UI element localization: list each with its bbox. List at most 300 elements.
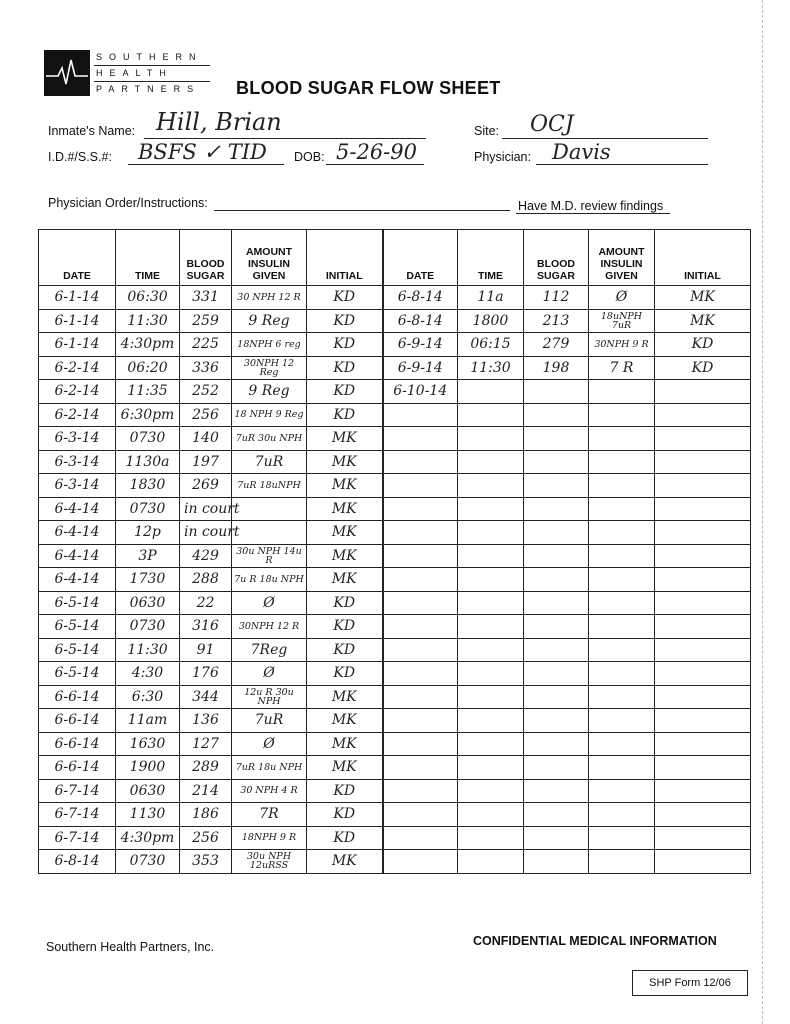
right-insulin-given-cell[interactable] xyxy=(589,544,655,568)
left-insulin-given-cell[interactable]: 12u R 30u NPH xyxy=(232,685,307,709)
right-time-cell[interactable] xyxy=(458,803,524,827)
dob-line xyxy=(326,164,424,165)
left-initial-cell[interactable]: KD xyxy=(307,309,383,333)
table-row xyxy=(39,356,751,380)
right-initial-cell[interactable] xyxy=(655,450,751,474)
left-blood-sugar-cell[interactable]: 136 xyxy=(180,709,232,733)
right-blood-sugar-cell[interactable] xyxy=(524,685,589,709)
id-value[interactable]: BSFS ✓ TID xyxy=(138,140,267,164)
header-blood-sugar: BLOOD SUGAR xyxy=(524,230,589,286)
table-row xyxy=(39,403,751,427)
right-initial-cell[interactable] xyxy=(655,521,751,545)
left-insulin-given-cell[interactable]: 30u NPH 14u R xyxy=(232,544,307,568)
right-initial-cell[interactable] xyxy=(655,779,751,803)
right-date-cell[interactable] xyxy=(383,521,458,545)
right-initial-cell[interactable] xyxy=(655,803,751,827)
left-initial-cell[interactable]: KD xyxy=(307,803,383,827)
right-time-cell[interactable]: 06:15 xyxy=(458,333,524,357)
right-time-cell[interactable] xyxy=(458,826,524,850)
right-date-cell[interactable] xyxy=(383,544,458,568)
right-time-cell[interactable] xyxy=(458,497,524,521)
right-insulin-given-cell[interactable]: 7 R xyxy=(589,356,655,380)
left-time-cell[interactable]: 1830 xyxy=(116,474,180,498)
right-blood-sugar-cell[interactable] xyxy=(524,662,589,686)
left-blood-sugar-cell[interactable]: in court xyxy=(180,521,232,545)
left-blood-sugar-cell[interactable]: 22 xyxy=(180,591,232,615)
right-initial-cell[interactable]: MK xyxy=(655,309,751,333)
left-insulin-given-cell[interactable]: 30NPH 12 R xyxy=(232,615,307,639)
right-time-cell[interactable] xyxy=(458,615,524,639)
right-blood-sugar-cell[interactable] xyxy=(524,403,589,427)
left-date-cell[interactable]: 6-3-14 xyxy=(39,474,116,498)
right-date-cell[interactable] xyxy=(383,685,458,709)
left-time-cell[interactable]: 3P xyxy=(116,544,180,568)
right-blood-sugar-cell[interactable] xyxy=(524,427,589,451)
left-initial-cell[interactable]: MK xyxy=(307,709,383,733)
left-initial-cell[interactable]: MK xyxy=(307,850,383,874)
right-initial-cell[interactable]: KD xyxy=(655,356,751,380)
inmate-name-line xyxy=(144,138,426,139)
form-title: BLOOD SUGAR FLOW SHEET xyxy=(236,78,501,98)
table-row xyxy=(39,380,751,404)
left-blood-sugar-cell[interactable]: 91 xyxy=(180,638,232,662)
left-time-cell[interactable]: 6:30pm xyxy=(116,403,180,427)
left-time-cell[interactable]: 4:30 xyxy=(116,662,180,686)
table-row xyxy=(39,638,751,662)
right-date-cell[interactable] xyxy=(383,850,458,874)
right-date-cell[interactable] xyxy=(383,474,458,498)
right-date-cell[interactable] xyxy=(383,615,458,639)
left-date-cell[interactable]: 6-6-14 xyxy=(39,732,116,756)
dob-label: DOB: xyxy=(294,150,325,164)
left-time-cell[interactable]: 11:30 xyxy=(116,638,180,662)
right-blood-sugar-cell[interactable] xyxy=(524,521,589,545)
right-date-cell[interactable] xyxy=(383,427,458,451)
left-insulin-given-cell[interactable]: 30 NPH 4 R xyxy=(232,779,307,803)
header-time: TIME xyxy=(458,230,524,286)
left-time-cell[interactable]: 1730 xyxy=(116,568,180,592)
left-time-cell[interactable]: 0630 xyxy=(116,779,180,803)
table-header-row xyxy=(39,230,751,286)
left-insulin-given-cell[interactable]: 7u R 18u NPH xyxy=(232,568,307,592)
right-date-cell[interactable] xyxy=(383,779,458,803)
left-initial-cell[interactable]: MK xyxy=(307,756,383,780)
right-time-cell[interactable] xyxy=(458,850,524,874)
right-time-cell[interactable] xyxy=(458,521,524,545)
header-blood-sugar: BLOOD SUGAR xyxy=(180,230,232,286)
left-blood-sugar-cell[interactable]: 214 xyxy=(180,779,232,803)
table-row xyxy=(39,427,751,451)
right-initial-cell[interactable] xyxy=(655,380,751,404)
right-insulin-given-cell[interactable]: Ø xyxy=(589,286,655,310)
right-insulin-given-cell[interactable] xyxy=(589,568,655,592)
right-insulin-given-cell[interactable] xyxy=(589,685,655,709)
right-time-cell[interactable] xyxy=(458,544,524,568)
right-insulin-given-cell[interactable] xyxy=(589,709,655,733)
left-blood-sugar-cell[interactable]: 176 xyxy=(180,662,232,686)
right-time-cell[interactable] xyxy=(458,709,524,733)
left-blood-sugar-cell[interactable]: 140 xyxy=(180,427,232,451)
left-insulin-given-cell[interactable]: 30u NPH 12uRSS xyxy=(232,850,307,874)
header-date: DATE xyxy=(383,230,458,286)
logo-text-southern: SOUTHERN xyxy=(94,50,210,66)
left-date-cell[interactable]: 6-4-14 xyxy=(39,497,116,521)
left-time-cell[interactable]: 11:30 xyxy=(116,309,180,333)
right-blood-sugar-cell[interactable] xyxy=(524,474,589,498)
left-time-cell[interactable]: 4:30pm xyxy=(116,826,180,850)
left-insulin-given-cell[interactable]: Ø xyxy=(232,662,307,686)
right-time-cell[interactable] xyxy=(458,779,524,803)
left-time-cell[interactable]: 1130a xyxy=(116,450,180,474)
left-initial-cell[interactable]: MK xyxy=(307,568,383,592)
right-initial-cell[interactable] xyxy=(655,662,751,686)
physician-label: Physician: xyxy=(474,150,531,164)
right-date-cell[interactable] xyxy=(383,568,458,592)
left-insulin-given-cell[interactable]: 9 Reg xyxy=(232,380,307,404)
left-date-cell[interactable]: 6-5-14 xyxy=(39,662,116,686)
left-blood-sugar-cell[interactable]: 344 xyxy=(180,685,232,709)
right-insulin-given-cell[interactable] xyxy=(589,497,655,521)
right-blood-sugar-cell[interactable]: 213 xyxy=(524,309,589,333)
company-logo xyxy=(44,50,212,98)
table-row xyxy=(39,521,751,545)
right-initial-cell[interactable] xyxy=(655,497,751,521)
left-date-cell[interactable]: 6-2-14 xyxy=(39,380,116,404)
left-insulin-given-cell[interactable]: 18NPH 6 reg xyxy=(232,333,307,357)
left-date-cell[interactable]: 6-1-14 xyxy=(39,286,116,310)
right-date-cell[interactable] xyxy=(383,756,458,780)
logo-text-health: HEALTH xyxy=(94,66,210,82)
right-blood-sugar-cell[interactable] xyxy=(524,568,589,592)
right-time-cell[interactable] xyxy=(458,380,524,404)
left-date-cell[interactable]: 6-6-14 xyxy=(39,756,116,780)
right-blood-sugar-cell[interactable] xyxy=(524,779,589,803)
right-time-cell[interactable] xyxy=(458,685,524,709)
physician-value[interactable]: Davis xyxy=(552,140,611,164)
left-insulin-given-cell[interactable]: Ø xyxy=(232,591,307,615)
right-date-cell[interactable]: 6-8-14 xyxy=(383,309,458,333)
left-initial-cell[interactable]: KD xyxy=(307,779,383,803)
right-insulin-given-cell[interactable] xyxy=(589,427,655,451)
left-blood-sugar-cell[interactable]: 225 xyxy=(180,333,232,357)
site-value[interactable]: OCJ xyxy=(530,112,574,137)
right-date-cell[interactable]: 6-8-14 xyxy=(383,286,458,310)
left-initial-cell[interactable]: MK xyxy=(307,427,383,451)
left-time-cell[interactable]: 11am xyxy=(116,709,180,733)
left-date-cell[interactable]: 6-5-14 xyxy=(39,638,116,662)
left-insulin-given-cell[interactable] xyxy=(232,497,307,521)
right-time-cell[interactable] xyxy=(458,568,524,592)
right-initial-cell[interactable]: KD xyxy=(655,333,751,357)
left-initial-cell[interactable]: KD xyxy=(307,638,383,662)
left-insulin-given-cell[interactable]: 7R xyxy=(232,803,307,827)
left-initial-cell[interactable]: MK xyxy=(307,521,383,545)
left-time-cell[interactable]: 4:30pm xyxy=(116,333,180,357)
left-time-cell[interactable]: 0730 xyxy=(116,497,180,521)
right-insulin-given-cell[interactable] xyxy=(589,756,655,780)
left-time-cell[interactable]: 0730 xyxy=(116,427,180,451)
instructions-line xyxy=(214,210,510,211)
left-date-cell[interactable]: 6-3-14 xyxy=(39,427,116,451)
left-time-cell[interactable]: 1130 xyxy=(116,803,180,827)
left-insulin-given-cell[interactable]: 9 Reg xyxy=(232,309,307,333)
right-date-cell[interactable] xyxy=(383,403,458,427)
right-time-cell[interactable]: 1800 xyxy=(458,309,524,333)
left-initial-cell[interactable]: KD xyxy=(307,615,383,639)
right-blood-sugar-cell[interactable] xyxy=(524,850,589,874)
left-date-cell[interactable]: 6-4-14 xyxy=(39,568,116,592)
left-time-cell[interactable]: 11:35 xyxy=(116,380,180,404)
table-row xyxy=(39,756,751,780)
heartbeat-icon xyxy=(44,50,90,96)
right-blood-sugar-cell[interactable] xyxy=(524,709,589,733)
right-blood-sugar-cell[interactable]: 112 xyxy=(524,286,589,310)
right-blood-sugar-cell[interactable] xyxy=(524,615,589,639)
right-blood-sugar-cell[interactable] xyxy=(524,756,589,780)
left-initial-cell[interactable]: KD xyxy=(307,286,383,310)
left-date-cell[interactable]: 6-4-14 xyxy=(39,544,116,568)
left-blood-sugar-cell[interactable]: 256 xyxy=(180,826,232,850)
right-date-cell[interactable] xyxy=(383,826,458,850)
left-initial-cell[interactable]: MK xyxy=(307,474,383,498)
right-time-cell[interactable]: 11:30 xyxy=(458,356,524,380)
right-blood-sugar-cell[interactable] xyxy=(524,732,589,756)
left-blood-sugar-cell[interactable]: 316 xyxy=(180,615,232,639)
right-initial-cell[interactable] xyxy=(655,615,751,639)
physician-line xyxy=(536,164,708,165)
left-blood-sugar-cell[interactable]: 186 xyxy=(180,803,232,827)
left-date-cell[interactable]: 6-6-14 xyxy=(39,685,116,709)
right-insulin-given-cell[interactable] xyxy=(589,850,655,874)
left-blood-sugar-cell[interactable]: in court xyxy=(180,497,232,521)
left-initial-cell[interactable]: KD xyxy=(307,591,383,615)
right-insulin-given-cell[interactable] xyxy=(589,803,655,827)
right-insulin-given-cell[interactable] xyxy=(589,380,655,404)
left-initial-cell[interactable]: KD xyxy=(307,662,383,686)
right-insulin-given-cell[interactable] xyxy=(589,521,655,545)
left-date-cell[interactable]: 6-7-14 xyxy=(39,779,116,803)
footer-company: Southern Health Partners, Inc. xyxy=(46,940,215,954)
left-time-cell[interactable]: 0730 xyxy=(116,850,180,874)
left-initial-cell[interactable]: KD xyxy=(307,403,383,427)
right-time-cell[interactable] xyxy=(458,662,524,686)
right-initial-cell[interactable]: MK xyxy=(655,286,751,310)
left-date-cell[interactable]: 6-1-14 xyxy=(39,333,116,357)
left-blood-sugar-cell[interactable]: 289 xyxy=(180,756,232,780)
table-row xyxy=(39,497,751,521)
right-blood-sugar-cell[interactable] xyxy=(524,380,589,404)
right-insulin-given-cell[interactable] xyxy=(589,474,655,498)
right-insulin-given-cell[interactable] xyxy=(589,403,655,427)
right-date-cell[interactable]: 6-9-14 xyxy=(383,356,458,380)
left-insulin-given-cell[interactable]: 18NPH 9 R xyxy=(232,826,307,850)
table-body xyxy=(39,286,751,874)
form-id-box: SHP Form 12/06 xyxy=(632,970,748,996)
left-blood-sugar-cell[interactable]: 256 xyxy=(180,403,232,427)
left-blood-sugar-cell[interactable]: 197 xyxy=(180,450,232,474)
left-insulin-given-cell[interactable]: 7uR 18uNPH xyxy=(232,474,307,498)
right-insulin-given-cell[interactable] xyxy=(589,615,655,639)
table-row xyxy=(39,333,751,357)
left-blood-sugar-cell[interactable]: 331 xyxy=(180,286,232,310)
right-blood-sugar-cell[interactable] xyxy=(524,803,589,827)
left-initial-cell[interactable]: MK xyxy=(307,497,383,521)
right-time-cell[interactable] xyxy=(458,403,524,427)
site-line xyxy=(502,138,708,139)
right-initial-cell[interactable] xyxy=(655,474,751,498)
right-blood-sugar-cell[interactable] xyxy=(524,450,589,474)
left-date-cell[interactable]: 6-5-14 xyxy=(39,615,116,639)
left-blood-sugar-cell[interactable]: 252 xyxy=(180,380,232,404)
left-insulin-given-cell[interactable] xyxy=(232,521,307,545)
right-time-cell[interactable] xyxy=(458,474,524,498)
left-initial-cell[interactable]: KD xyxy=(307,380,383,404)
right-date-cell[interactable]: 6-10-14 xyxy=(383,380,458,404)
inmate-name-value[interactable]: Hill, Brian xyxy=(156,108,282,136)
right-initial-cell[interactable] xyxy=(655,732,751,756)
right-insulin-given-cell[interactable] xyxy=(589,638,655,662)
left-blood-sugar-cell[interactable]: 127 xyxy=(180,732,232,756)
right-blood-sugar-cell[interactable]: 279 xyxy=(524,333,589,357)
left-insulin-given-cell[interactable]: 18 NPH 9 Reg xyxy=(232,403,307,427)
left-insulin-given-cell[interactable]: Ø xyxy=(232,732,307,756)
table-row xyxy=(39,779,751,803)
table-row xyxy=(39,544,751,568)
left-date-cell[interactable]: 6-8-14 xyxy=(39,850,116,874)
right-date-cell[interactable] xyxy=(383,803,458,827)
right-time-cell[interactable] xyxy=(458,427,524,451)
id-line xyxy=(128,164,284,165)
table-row xyxy=(39,732,751,756)
left-initial-cell[interactable]: KD xyxy=(307,333,383,357)
left-insulin-given-cell[interactable]: 30NPH 12 Reg xyxy=(232,356,307,380)
right-initial-cell[interactable] xyxy=(655,685,751,709)
right-date-cell[interactable] xyxy=(383,732,458,756)
right-blood-sugar-cell[interactable]: 198 xyxy=(524,356,589,380)
right-initial-cell[interactable] xyxy=(655,850,751,874)
left-initial-cell[interactable]: KD xyxy=(307,826,383,850)
left-time-cell[interactable]: 1900 xyxy=(116,756,180,780)
left-blood-sugar-cell[interactable]: 288 xyxy=(180,568,232,592)
left-time-cell[interactable]: 6:30 xyxy=(116,685,180,709)
left-initial-cell[interactable]: MK xyxy=(307,544,383,568)
site-label: Site: xyxy=(474,124,500,138)
right-insulin-given-cell[interactable] xyxy=(589,779,655,803)
left-insulin-given-cell[interactable]: 7uR 30u NPH xyxy=(232,427,307,451)
left-date-cell[interactable]: 6-5-14 xyxy=(39,591,116,615)
right-initial-cell[interactable] xyxy=(655,709,751,733)
right-time-cell[interactable] xyxy=(458,756,524,780)
left-time-cell[interactable]: 1630 xyxy=(116,732,180,756)
right-time-cell[interactable] xyxy=(458,732,524,756)
right-initial-cell[interactable] xyxy=(655,427,751,451)
right-insulin-given-cell[interactable] xyxy=(589,826,655,850)
left-time-cell[interactable]: 12p xyxy=(116,521,180,545)
header-insulin: AMOUNT INSULIN GIVEN xyxy=(589,230,655,286)
left-insulin-given-cell[interactable]: 7uR xyxy=(232,709,307,733)
left-time-cell[interactable]: 0630 xyxy=(116,591,180,615)
dob-value[interactable]: 5-26-90 xyxy=(336,140,417,164)
left-date-cell[interactable]: 6-2-14 xyxy=(39,403,116,427)
left-blood-sugar-cell[interactable]: 353 xyxy=(180,850,232,874)
right-blood-sugar-cell[interactable] xyxy=(524,544,589,568)
left-date-cell[interactable]: 6-7-14 xyxy=(39,826,116,850)
right-initial-cell[interactable] xyxy=(655,826,751,850)
left-blood-sugar-cell[interactable]: 429 xyxy=(180,544,232,568)
right-date-cell[interactable] xyxy=(383,591,458,615)
left-date-cell[interactable]: 6-7-14 xyxy=(39,803,116,827)
right-initial-cell[interactable] xyxy=(655,638,751,662)
right-insulin-given-cell[interactable] xyxy=(589,450,655,474)
left-date-cell[interactable]: 6-1-14 xyxy=(39,309,116,333)
left-insulin-given-cell[interactable]: 30 NPH 12 R xyxy=(232,286,307,310)
table-row xyxy=(39,286,751,310)
table-row xyxy=(39,568,751,592)
left-initial-cell[interactable]: MK xyxy=(307,685,383,709)
right-initial-cell[interactable] xyxy=(655,756,751,780)
table-row xyxy=(39,591,751,615)
right-initial-cell[interactable] xyxy=(655,591,751,615)
right-initial-cell[interactable] xyxy=(655,568,751,592)
right-date-cell[interactable] xyxy=(383,709,458,733)
left-date-cell[interactable]: 6-3-14 xyxy=(39,450,116,474)
right-date-cell[interactable]: 6-9-14 xyxy=(383,333,458,357)
left-time-cell[interactable]: 0730 xyxy=(116,615,180,639)
right-blood-sugar-cell[interactable] xyxy=(524,638,589,662)
left-insulin-given-cell[interactable]: 7uR 18u NPH xyxy=(232,756,307,780)
right-date-cell[interactable] xyxy=(383,662,458,686)
right-initial-cell[interactable] xyxy=(655,544,751,568)
left-blood-sugar-cell[interactable]: 269 xyxy=(180,474,232,498)
right-insulin-given-cell[interactable]: 30NPH 9 R xyxy=(589,333,655,357)
left-time-cell[interactable]: 06:30 xyxy=(116,286,180,310)
blood-sugar-table xyxy=(38,229,751,874)
right-time-cell[interactable] xyxy=(458,591,524,615)
right-date-cell[interactable] xyxy=(383,450,458,474)
inmate-name-label: Inmate's Name: xyxy=(48,124,136,138)
left-insulin-given-cell[interactable]: 7uR xyxy=(232,450,307,474)
right-date-cell[interactable] xyxy=(383,497,458,521)
right-initial-cell[interactable] xyxy=(655,403,751,427)
left-time-cell[interactable]: 06:20 xyxy=(116,356,180,380)
right-time-cell[interactable] xyxy=(458,638,524,662)
left-initial-cell[interactable]: MK xyxy=(307,450,383,474)
left-initial-cell[interactable]: KD xyxy=(307,356,383,380)
logo-text-partners: PARTNERS xyxy=(96,84,201,94)
right-insulin-given-cell[interactable] xyxy=(589,732,655,756)
right-insulin-given-cell[interactable]: 18uNPH 7uR xyxy=(589,309,655,333)
right-blood-sugar-cell[interactable] xyxy=(524,826,589,850)
left-blood-sugar-cell[interactable]: 336 xyxy=(180,356,232,380)
table-row xyxy=(39,615,751,639)
right-time-cell[interactable] xyxy=(458,450,524,474)
table-row xyxy=(39,474,751,498)
left-date-cell[interactable]: 6-2-14 xyxy=(39,356,116,380)
right-blood-sugar-cell[interactable] xyxy=(524,591,589,615)
table-row xyxy=(39,709,751,733)
right-blood-sugar-cell[interactable] xyxy=(524,497,589,521)
left-date-cell[interactable]: 6-6-14 xyxy=(39,709,116,733)
left-initial-cell[interactable]: MK xyxy=(307,732,383,756)
left-blood-sugar-cell[interactable]: 259 xyxy=(180,309,232,333)
right-insulin-given-cell[interactable] xyxy=(589,662,655,686)
confidential-notice: CONFIDENTIAL MEDICAL INFORMATION xyxy=(473,934,717,948)
right-time-cell[interactable]: 11a xyxy=(458,286,524,310)
right-date-cell[interactable] xyxy=(383,638,458,662)
left-insulin-given-cell[interactable]: 7Reg xyxy=(232,638,307,662)
left-date-cell[interactable]: 6-4-14 xyxy=(39,521,116,545)
right-insulin-given-cell[interactable] xyxy=(589,591,655,615)
